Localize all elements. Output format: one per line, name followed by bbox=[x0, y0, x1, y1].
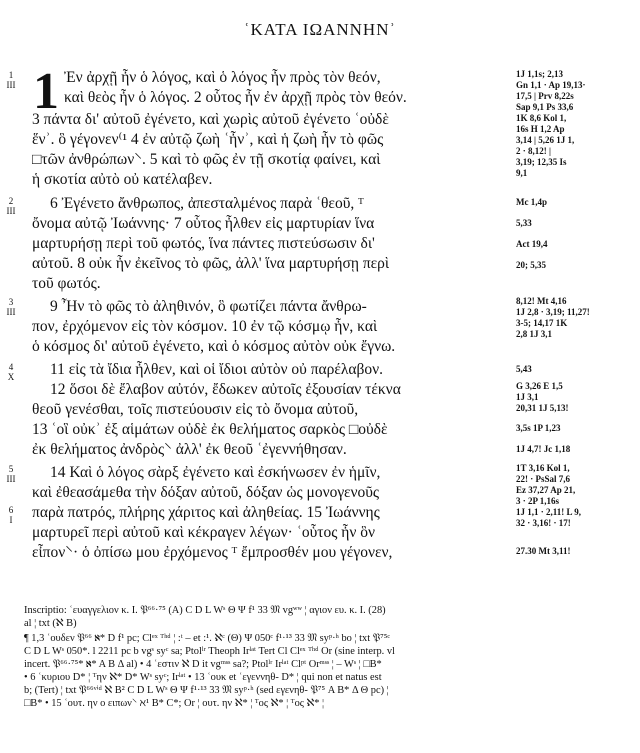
text-line: 3 πάντα δι' αὐτοῦ ἐγένετο, καὶ χωρὶς αὐτοῦ ἐγένετο ʿοὐδὲ bbox=[32, 111, 389, 128]
margin-canon-number: III bbox=[6, 80, 16, 90]
margin-section-number: 2 bbox=[8, 196, 14, 206]
cross-reference: Ez 37,27 Ap 21, bbox=[516, 485, 576, 495]
text-line: ὁ κόσμος δι' αὐτοῦ ἐγένετο, καὶ ὁ κόσμος αὐτὸν οὐκ ἔγνω. bbox=[32, 338, 396, 355]
cross-reference: 1J 1,1 · 2,11! L 9, bbox=[516, 507, 582, 517]
text-line: 9 Ἦν τὸ φῶς τὸ ἀληθινόν, ὃ φωτίζει πάντα ἄνθρω- bbox=[50, 298, 367, 315]
text-line: Ἐν ἀρχῇ ἦν ὁ λόγος, καὶ ὁ λόγος ἦν πρὸς τὸν θεόν, bbox=[64, 69, 381, 86]
margin-section-number: 3 bbox=[8, 297, 14, 307]
apparatus-line: incert. 𝔓⁶⁶·⁷⁵* ℵ* A B Δ al) • 4 ʿεστιν ℵ D it vgᵐˢˢ sa?; Ptolˡʳ Irˡᵃᵗ Clᵖᵗ Orᵐˢˢ ¦ – Wˢ ¦ □B* bbox=[24, 659, 382, 670]
cross-reference: 20; 5,35 bbox=[516, 260, 546, 270]
page-title: ʿΚΑΤΑ ΙΩΑΝΝΗΝʾ bbox=[243, 20, 397, 39]
cross-reference: 5,43 bbox=[516, 364, 532, 374]
cross-reference: 2 · 8,12! | bbox=[516, 146, 551, 156]
cross-reference: 1T 3,16 Kol 1, bbox=[516, 463, 570, 473]
margin-section-number: 1 bbox=[8, 70, 14, 80]
cross-reference: 1J 3,1 bbox=[516, 392, 539, 402]
text-line: μαρτυρήσῃ περὶ τοῦ φωτός, ἵνα πάντες πιστεύσωσιν δι' bbox=[32, 235, 375, 252]
cross-reference: 9,1 bbox=[516, 168, 528, 178]
cross-reference: 3,5s 1P 1,23 bbox=[516, 423, 561, 433]
margin-section-number: 4 bbox=[8, 362, 14, 372]
text-line: πον, ἐρχόμενον εἰς τὸν κόσμον. 10 ἐν τῷ κόσμῳ ἦν, καὶ bbox=[32, 318, 378, 335]
cross-reference: 3-5; 14,17 1K bbox=[516, 318, 568, 328]
apparatus-line: Inscriptio: ʿευαγγελιον κ. Ι. 𝔓⁶⁶·⁷⁵ (A) C D L Wˢ Θ Ψ f¹ 33 𝔐 vgʷʷ ¦ αγιον ευ. κ. Ι. (28) bbox=[24, 605, 386, 616]
margin-section-number: 6 bbox=[8, 505, 14, 515]
apparatus-line: b; (Tert) ¦ txt 𝔓⁶⁶ᵛⁱᵈ ℵ B² C D L Wˢ Θ Ψ f¹·¹³ 33 𝔐 syᵖ·ʰ (sed εγενηθ- 𝔓⁷⁵ A B* Δ Θ pc) ¦ bbox=[24, 685, 389, 696]
cross-reference: 3,14 | 5,26 1J 1, bbox=[516, 135, 575, 145]
text-line: παρὰ πατρός, πλήρης χάριτος καὶ ἀληθείας. 15 Ἰωάννης bbox=[32, 504, 380, 521]
cross-reference: 16s H 1,2 Ap bbox=[516, 124, 565, 134]
margin-canon-number: I bbox=[9, 515, 13, 525]
text-line: ἡ σκοτία αὐτὸ οὐ κατέλαβεν. bbox=[32, 171, 213, 188]
apparatus-line: • 6 ʿκυριου D* ¦ ᵀην ℵ* D* Wˢ syᶜ; Irˡᵃᵗ • 13 ʿουκ et ʿεγεννηθ- D* ¦ qui non et natus est bbox=[24, 672, 382, 683]
cross-reference: Gn 1,1 · Ap 19,13· bbox=[516, 80, 586, 90]
apparatus-line: C D L Wˢ 050*. l 2211 pc b vgˢ syᶜ sa; Ptolˡʳ Theoph Irˡᵃᵗ Tert Cl Clᵉˣ ᵀʰᵈ Or (sine interp. vl bbox=[24, 646, 395, 657]
cross-reference: 1J 1,1s; 2,13 bbox=[516, 69, 563, 79]
cross-reference: Act 19,4 bbox=[516, 239, 548, 249]
text-line: καὶ ἐθεασάμεθα τὴν δόξαν αὐτοῦ, δόξαν ὡς μονογενοῦς bbox=[32, 484, 380, 501]
text-line: 11 εἰς τὰ ἴδια ἦλθεν, καὶ οἱ ἴδιοι αὐτὸν οὐ παρέλαβον. bbox=[50, 361, 384, 378]
text-line: θεοῦ γενέσθαι, τοῖς πιστεύουσιν εἰς τὸ ὄνομα αὐτοῦ, bbox=[32, 401, 359, 418]
cross-reference: 8,12! Mt 4,16 bbox=[516, 296, 567, 306]
text-line: μαρτυρεῖ περὶ αὐτοῦ καὶ κέκραγεν λέγων· ʿοὗτος ἦν ὃν bbox=[32, 524, 376, 541]
text-line: □τῶν ἀνθρώπων⸌. 5 καὶ τὸ φῶς ἐν τῇ σκοτίᾳ φαίνει, καὶ bbox=[32, 151, 381, 168]
margin-canon-number: III bbox=[6, 474, 16, 484]
apparatus-line: ¶ 1,3 ʿουδεν 𝔓⁶⁶ ℵ* D f¹ pc; Clᵉˣ ᵀʰᵈ ¦ :ᵗ – et :¹. ℵᶜ (Θ) Ψ 050ᶜ f¹·¹³ 33 𝔐 syᵖ·ʰ bo ¦ txt 𝔓⁷⁵ᶜ bbox=[24, 633, 391, 644]
text-line: αὐτοῦ. 8 οὐκ ἦν ἐκεῖνος τὸ φῶς, ἀλλ' ἵνα μαρτυρήσῃ περὶ bbox=[32, 255, 390, 272]
text-line: ἐκ θελήματος ἀνδρὸς⸌ ἀλλ' ἐκ θεοῦ ʿἐγεννήθησαν. bbox=[32, 441, 347, 458]
margin-canon-number: X bbox=[7, 372, 15, 382]
text-line: 12 ὅσοι δὲ ἔλαβον αὐτόν, ἔδωκεν αὐτοῖς ἐξουσίαν τέκνα bbox=[50, 381, 401, 398]
cross-reference: 2,8 1J 3,1 bbox=[516, 329, 552, 339]
cross-reference: 27.30 Mt 3,11! bbox=[516, 546, 571, 556]
text-line: 13 ʿοἳ οὐκʾ ἐξ αἱμάτων οὐδὲ ἐκ θελήματος σαρκὸς □οὐδὲ bbox=[32, 421, 388, 438]
cross-reference: Mc 1,4p bbox=[516, 197, 547, 207]
apparatus-line: □B* • 15 ʿουτ. ην ο ειπων⸌ ℵ¹ B* C*; Or ¦ ουτ. ην ℵ* ¦ ᵀος ℵ* ¦ ᵀος ℵ* ¦ bbox=[24, 698, 325, 709]
cross-reference: 3 · 2P 1,16s bbox=[516, 496, 560, 506]
cross-reference: 1J 4,7! Jc 1,18 bbox=[516, 444, 571, 454]
text-line: 14 Καὶ ὁ λόγος σὰρξ ἐγένετο καὶ ἐσκήνωσεν ἐν ἡμῖν, bbox=[50, 464, 381, 481]
cross-reference: 32 · 3,16! · 17! bbox=[516, 518, 571, 528]
apparatus-line: al ¦ txt (ℵ B) bbox=[24, 618, 77, 629]
text-line: εἶπον⸌· ὁ ὀπίσω μου ἐρχόμενος ᵀ ἔμπροσθέν μου γέγονεν, bbox=[32, 544, 393, 561]
text-line: ὄνομα αὐτῷ Ἰωάννης· 7 οὗτος ἦλθεν εἰς μαρτυρίαν ἵνα bbox=[32, 215, 375, 232]
cross-reference: 5,33 bbox=[516, 218, 532, 228]
cross-reference: Sap 9,1 Ps 33,6 bbox=[516, 102, 574, 112]
margin-section-number: 5 bbox=[8, 464, 14, 474]
cross-reference: 20,31 1J 5,13! bbox=[516, 403, 569, 413]
cross-reference: G 3,26 E 1,5 bbox=[516, 381, 563, 391]
cross-reference: 22! · PsSal 7,6 bbox=[516, 474, 571, 484]
cross-reference: 1J 2,8 · 3,19; 11,27! bbox=[516, 307, 590, 317]
margin-canon-number: III bbox=[6, 307, 16, 317]
text-line: τοῦ φωτός. bbox=[32, 275, 101, 292]
margin-canon-number: III bbox=[6, 206, 16, 216]
cross-reference: 3,19; 12,35 Is bbox=[516, 157, 567, 167]
drop-cap: 1 bbox=[33, 63, 59, 120]
text-line: ἕνʾ. ὃ γέγονεν⁽¹ 4 ἐν αὐτῷ ζωὴ ʿἦνʾ, καὶ ἡ ζωὴ ἦν τὸ φῶς bbox=[32, 131, 384, 148]
cross-reference: 17,5 | Prv 8,22s bbox=[516, 91, 574, 101]
cross-reference: 1K 8,6 Kol 1, bbox=[516, 113, 567, 123]
text-line: 6 Ἐγένετο ἄνθρωπος, ἀπεσταλμένος παρὰ ʿθεοῦ, ᵀ bbox=[50, 195, 364, 212]
text-line: καὶ θεὸς ἦν ὁ λόγος. 2 οὗτος ἦν ἐν ἀρχῇ πρὸς τὸν θεόν. bbox=[64, 89, 407, 106]
